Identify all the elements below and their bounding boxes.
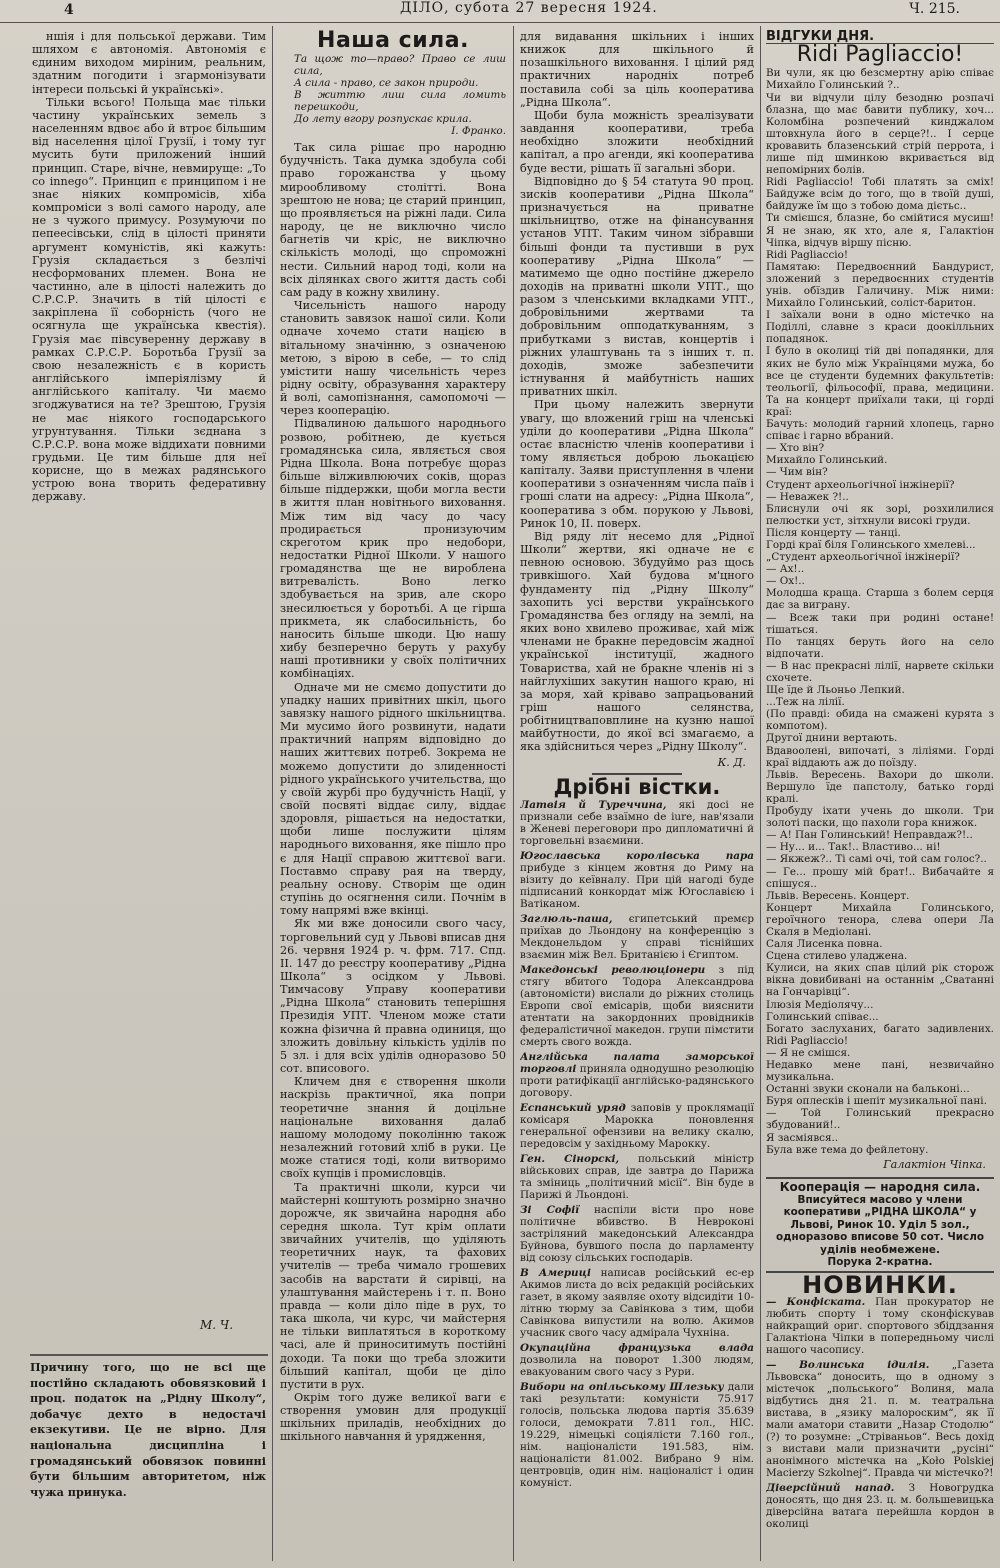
text-line: Ridi Pagliaccio! Тобі платять за сміх! Байдуже всім до того, що в твоїй душі, байдуже їм що з тобою дома дієтьс.. [766,176,994,213]
text-line: — Ну... и... Так!.. Властиво... ні! [766,841,941,854]
text-line: Я засміявся.. [766,1131,839,1144]
coop-text: Вписуйтеся масово у члени кооперативи „РІДНА ШКОЛА“ у Львові, Ринок 10. Уділ 5 зол., одноразово вписове 50 сот. Число уділів необмежене. [776,1193,984,1256]
news-item [520,913,754,961]
text-line: Вдавоолені, випочаті, з ліліями. Горді краї віддають аж до поїзду. [766,744,994,769]
news-item [520,1381,754,1489]
epigraph-author: І. Франко. [451,125,506,138]
text-line: Сцена стилево уладжена. [766,950,908,963]
paragraph: Одначе ми не смємо допустити до упадку наших привітних шкіл, цього завязку нашого рідного шкільництва. Ми мусимо його розвинути, надати практичний напрям відповідно до наших життєвих потреб. Зокрема не можемо допустити до злиденності рідного українського учительства, що у своїй журбі про будучність Нації, у своїй посвяті віддає силу, віддає здоровля, рішається на недостатки, щоби лише послужити цілям народнього виховання, яке пішло про є для Нації справою життєвої ваги. Поставмо справу рая на тверду, реальну основу. Створім ще один ступінь до осягнення сили. Почнім в тому напрямі вже вкінці. [280,680,506,918]
paragraph: Як ми вже доносили свого часу, торговельний суд у Львові вписав дня 26. червня 1924 р. ч. фрм. 717. Спд. II. 147 до реєстру кооперативу „Рідна Школа“ з осідком у Львові. Тимчасову Управу кооперативи „Рідна Школа“ становить теперішня Президія УПТ. Членом може стати кожна фізична й правна одиниця, що зложить довільну кількість уділів по 5 зл. і для всіх уділів одноразово 50 сот. вписового. [280,917,506,1076]
news-item [766,1296,994,1356]
news-lead: Окупаційна французька влада [520,1341,754,1354]
text-line: Михайло Голинський. [766,454,888,467]
text-line: Саля Лисенка повна. [766,938,883,951]
epigraph-line: В життю лиш сила ломить перешкоди, [294,89,506,114]
epigraph-line: Та щож то—право? Право се лиш сила, [294,53,506,78]
news-item [520,1342,754,1378]
news-lead: Еспанський уряд [520,1101,626,1114]
column-divider [760,26,761,1561]
paragraph: Відповідно до § 54 статута 90 проц. зисків кооперативи „Рідна Школа“ призначується на приватне шкільництво, отже на фінансування установ УПТ. Таким чином зібравши більші фонди та пустивши в рух кооперативу „Рідна Школа“ — матимемо ще одно постійне джерело доходів на приватні школи УПТ., що разом з членськими вкладками УПТ., добровільними жертвами та добровільним опподаткуванням, з прибутками з вистав, концертів і ріжних улаштувань та з інших т. п. доходів, зможе забезпечити істнування й майбутність наших приватних шкіл. [520,174,754,399]
text-line: — Хто він? [766,442,825,455]
column-2 [280,30,506,1560]
news-item [520,1102,754,1150]
coop-ad-box [766,1177,994,1273]
text-line: Бачуть: молодий гарний хлопець, гарно співає і гарно вбраний. [766,418,994,443]
masthead [0,0,1000,23]
issue-number: Ч. 215. [909,1,960,17]
text-line: Ви чули, як цю безсмертну арію співає Михайло Голинський ?.. [766,67,994,92]
notice-text: Причину того, що не всі ще постійно складають обовязковий і проц. податок на „Рідну Школу“, добачує дехто в недостачі екзекутиви. Це не вірно. Для національна дисципліна і громадянський обовязок повинні бути більшим авторитетом, ніж чужа принука. [30,1360,266,1499]
news-text: „Газета Львовска“ доносить, що в одному з містечок „польського“ Волиня, мала відбутись дня 21. п. м. театральна вистава, в „язику малороским“, як її мали аматори ставити „Назар Стодолю“ (?) то розумне: „Стріваньов“. Весь дохід з вистави мали призначити „русіні“ анонімного містечка на „Koło Polskiej Macierzy Szkolnej“. Правда чи містечко?! [766,1359,994,1480]
feuilleton-body [766,67,994,1155]
news-item [766,1482,994,1530]
news-text: З Новогрудка доносять, що дня 23. ц. м. большевицька діверсійна ватага перейшла кордон в околиці [766,1482,994,1531]
news-text: наспіли вісти про нове політичне вбивство. В Невроконі застріляний македонський Александра Буйнова, бувшого посла до парламенту від союзу сільських господарів. [520,1203,754,1264]
paragraph: Та практичні школи, курси чи майстерні коштують розмірно значно дорожче, як звичайна народня або середня школа. Тут крім оплати звичайних учителів, що уділяють теоретичних наук, та фахових учителів — треба чимало грошевих засобів на варстати й сирівці, на улаштування майстерень і т. п. Воно правда — коли діло піде в рух, то така школа, чи курс, чи майстерня не тільки виплатяться в короткому часі, але й приноситимуть постійні доходи. Та поки що треба зложити більший капітал, щоби це діло пустити в рух. [280,1180,506,1391]
text-line: Ілюзія Медіолячу... [766,998,874,1011]
feuilleton-title: Ridi Pagliaccio! [796,42,964,68]
news-text: дозволила на поворот 1.300 людям, евакуованим свого часу з Рури. [520,1353,754,1378]
text-line: Блиснули очі як зорі, розхилилися пелюстки уст, зітхнули високі груди. [766,502,994,527]
text-line: Кулиси, на яких спав цілий рік сторож вікна довибивані на останнім „Сватанні на Гончарівці“. [766,962,994,999]
text-line: Чи ви відчули цілу безодню розпачі блазна, що має бавити публику, хоч... Коломбіна розпечений кинджалом штовхнула його в серце?!.. І серце кровавить блазенський стрій перрота, і лише під шминкою вкривається від непомірних болів. [766,91,994,177]
text-line: Памятаю: Передвоєнний Бандурист, зложений з передвоєнних студентів унів. обїздив Галичину. Між ними: Михайло Голинський, соліст-баритон. [766,260,994,310]
paragraph: Щоби була можність зреалізувати завдання кооперативи, треба необхідно зложити необхідний капітал, а про агенди, які кооператива буде вести, рішать її загальні збори. [520,108,754,175]
section-header: ВІДГУКИ ДНЯ. [766,30,994,44]
text-line: Була вже тема до фейлетону. [766,1143,929,1156]
news-text: прибуде з кінцем жовтня до Риму на візиту до кеївналу. При цій нагоді буде підписаний конкордат між Югославією і Ватіканом. [520,861,754,910]
news-list [520,799,754,1489]
news-lead: Заглюль-паша, [520,912,613,925]
coop-title: Кооперація — народня сила. [779,1179,981,1194]
text-line: Недавко мене пані, незвичайно музикальна. [766,1059,994,1084]
news-text: єгипетський премєр приїхав до Льондону на конференцію з Мекдонельдом у справі тіснійших взаємин між Вел. Британією і Єгиптом. [520,912,754,961]
news-lead: Діверсійний напад. [766,1482,895,1495]
paragraph: ншія і для польської держави. Тим шляхом є автономія. Автономія є єдиним виходом миріним, реальним, здатним погодити і згармонізувати інтереси польські й українські». [32,30,266,96]
news-item [520,1267,754,1339]
text-line: Молодша краща. Старша з болем серця дає за вигрaну. [766,587,994,612]
news-text: заповів у проклямації комісаря Марокка поновлення генеральної офензиви на велику скалю, передовсім у західньому Марокку. [520,1101,754,1150]
news-lead: Вибори на опільському Шлезьку [520,1380,724,1393]
paragraph: При цьому належить звернути увагу, що вложений гріш на членські уділи до кооперативи „Рідна Школа“ остає власністю членів кооперативи і тому являється доброю льокацією капіталу. Заяви приступлення в члени кооперативи з означенням числа паїв і гроші слати на адресу: „Рідна Школа“, кооператива з обм. порукою у Львові, Ринок 10, II. поверх. [520,398,754,530]
news-text: дали такі результати: комуністи 75.917 голосів, польська людова партія 35.639 голоси, демократи 7.811 гол., НІС. 19.229, німецькі соціялісти 7.160 гол., нім. націоналісти 191.583, нім. націоналісти 81.002. Вибрано 9 нім. центровців, один нім. націоналіст і один комуніст. [520,1380,754,1489]
news-item [520,964,754,1048]
column-1 [32,30,266,530]
text-line: Буря оплесків і шепіт музикальної пані. [766,1095,987,1108]
text-line: „Студент археольогічної інжінерії? [766,551,960,564]
text-line: І було в околиці тій дві попадянки, для яких не було між Українцями мужа, бо все це студенти будемних факультетів: теольогії, фільософії, права, медицини. Та на концерт приїхали таки, ці горді краї: [766,345,994,418]
text-line: — Неважек ?!.. [766,490,849,503]
column-divider [272,26,273,1561]
text-line: Львів. Вересень. Вахори до школи. Вершуло їде папстолу, батько горді кралі. [766,768,994,805]
news-item [520,799,754,847]
text-line: Богато заслуханих, багато задивлених. Ridi Pagliaccio! [766,1022,994,1047]
column-divider [513,26,514,1561]
epigraph-line: А сила - право, се закон природи. [294,77,479,90]
section-divider [30,1354,268,1356]
text-line: — Всеж таки при родині остане! тішаться. [766,611,994,636]
paragraph: Кличем дня є створення школи наскрізь практичної, яка попри теоретичне знання й доцільне національне виховання далаб нашому молодому поколінню також незалежний готовий хліб в руки. Це може статися тоді, коли витворимо своїх купців і промисловців. [280,1075,506,1181]
paragraph: Від ряду літ несемо для „Рідної Школи“ жертви, які одначе не є певною основою. Збудуймо раз щось тривкішого. Хай будова м'цного фундаменту під „Рідну Школу“ захопить усі верстви українського Громадянства без огляду на землі, на яких воно хвилево проживає, хай між членами не бракне передовсім жадної української інституції, жадного Товариства, хай не бракне членів ні з найглухіших закутин нашого краю, ні за моря, хай кріваво запрацьований гріш нашого селянства, робітництваповплине на кузню нашої майбутности, до якої всі змагаємо, а яка здійсниться через „Рідну Школу“. [520,529,754,754]
news-lead: Англійська палата заморської торговлі [520,1050,754,1075]
text-line: Пробуду іхати учень до школи. Три золоті паски, що пахоли гора книжок. [766,805,994,830]
coop-tail: Порука 2-кратна. [827,1256,933,1269]
text-line: — Ох!.. [766,575,805,588]
text-line: Останні звуки сконали на бальконі... [766,1083,970,1096]
masthead-title: ДІЛО, субота 27 вересня 1924. [400,0,658,16]
text-line: Після концерту — танці. [766,526,901,539]
epigraph [294,53,506,137]
news-text: Пан прокуратор не любить спорту і тому сконфіскував найкращий ориг. спортового збіддзання Галактіона Чіпки в попередньому числі нашого часопису. [766,1296,994,1357]
news-headline: НОВИНКИ. [802,1271,958,1300]
paragraph: Чисельність нашого народу становить завязок нашої сили. Коли одначе хочемо стати нацією в вітальному значінню, з означеною метою, з вірою в себе, — то слід умістити нашу чисельність через рідну освіту, образування характеру й волі, самопізнання, самопомочі — через кооперацію. [280,299,506,418]
news-text: з під стягу вбитого Тодора Александрова (автономісти) вислали до ріжних столиць Европи свої емісарів, щоби вияснити атентати на закордонних провідників федералістичної македон. групи пімстити смерть свого вожда. [520,963,754,1048]
paragraph: Тільки всього! Польща має тільки частину українських земель з населенням вдвоє або й втроє більшим від населення цілої Грузії, і тому туг мусить бути приложений інший принцип. Старе, вічне, невмируще: „To co innego“. Принцип є принципом і не знає ніяких компромісів, хіба компроміси з волі самого народу, але не з чужого примусу. Розумуючи по пепеесівськи, слід в цілості приняти аргумент комуністів, які кажуть: Грузія складається з безлічі несформованих племен. Вона не частинно, але в цілості належить до С.Р.С.Р. Значить в тій цілості є закріплена її соборність (чого не осягнула ще українська квестія). Грузія має півсуверенну державу в рамках С.Р.С.Р. Боротьба Грузії за свою незалежність є в користь англійського імперіялізму й англійського капіталу. Чи маємо згоджуватися на те? Зрештою, Грузія не має ніякого господарського угрунтування. Тільки зєднана з С.Р.С.Р. вона може віддихати повними грудьми. Це тим більше для неї корисне, що в межах радянського устрою вона творить федеративну державу. [32,95,266,504]
news-lead: — Волинська ідилія. [766,1359,930,1372]
text-line: — Якжеж?.. Ті самі очі, той сам голос?.. [766,853,987,866]
article-signature: К. Д. [717,755,746,769]
news-item [520,850,754,910]
text-line: І заїхали вони в одно містечко на Поділлі, славне з краси доокілльних попадянок. [766,309,994,346]
paragraph: Так сила рішає про народню будучність. Така думка здобула собі право горожанства у цьому мирообливому столітті. Вона зрештою не нова; це старий принцип, що проявляється на ріжні лади. Сила народу, це не виключно число багнетів чи кріс, не виключно скількість молоді, що спроможні нести. Сильний народ тоді, коли на всіх ділянках свого життя дасть собі сам раду в кожну хвилину. [280,141,506,299]
text-line: — Ах!.. [766,563,805,576]
news-lead: Латвія й Туреччина, [520,798,667,811]
news-headline: Дрібні вістки. [553,774,721,799]
text-line: ...Теж на лілії. [766,696,845,709]
news-text: написав російський ес-ер Акимов листа до всіх редакцій російських газет, в якому заявляє охоту відсидіти 10-літню тюрму за Савінкова з тим, щоби Савінкова випустили на волю. Акимов учасник свого часу адмірала Чухніна. [520,1266,754,1339]
article-headline: Наша сила. [317,30,469,53]
news-lead: Зі Софії [520,1203,580,1216]
epigraph-line: До лету вгору розпускає крила. [294,113,472,126]
paragraph: Окрім того дуже великої ваги є створення умовин для продукції шкільних приладів, необхідних до шкільного навчання й урядження, [280,1391,506,1444]
text-line: Студент археольогічної інжінерії? [766,478,955,491]
text-line: — В нас прекрасні лілії, нарвете скільки схочете. [766,659,994,684]
text-line: Ridi Pagliaccio! [766,248,849,261]
text-line: (По правді: обида на смажені курята з компотом). [766,708,994,733]
news-item [766,1359,994,1479]
text-line: — А! Пан Голинський! Неправдаж?!.. [766,829,973,842]
paragraph: Підвалиною дальшого народнього розвою, робітнею, де кується громадянська сила, являється своя Рідна Школа. Вона потребує щораз більше вілживлюючих соків, щораз більше піддержки, щоби могла вести в життя план новітнього виховання. Між тим від часу до часу продирається пронизуючим скреготом крик про недобори, недостатки Рідної Школи. У нашого громадянства ще не вироблена витревалість. Воно легко здобувається на зрив, але скоро знесилюється у боротьбі. А це гірша прикмета, як слабосильність, бо наносить більше шкоди. Цю нашу хибу безперечно беруть у рахубу наші противники у своїх політичних комбінаціях. [280,417,506,681]
text-line: По танцях беруть його на село відпочати. [766,635,994,660]
text-line: — Ге... прошу мій брат!.. Вибачайте я спішуся.. [766,865,994,890]
news-list [766,1296,994,1530]
text-line: Голинський співає... [766,1010,879,1023]
text-line: Ще їде й Льоньо Лепкий. [766,684,905,697]
news-item [520,1153,754,1201]
news-text: польський міністр військових справ, іде завтра до Парижа та зміниць „політичний місії“. Він буде в Парижі й Льондоні. [520,1152,754,1201]
news-lead: В Америці [520,1266,591,1279]
paragraph: для видавання шкільних і інших книжок для шкільного й позашкільного виховання. І цілий ряд практичних народніх потреб поставила собі за ціль кооператива „Рідна Школа“. [520,30,754,109]
news-lead: Ген. Сінорскі, [520,1152,620,1165]
news-lead: Македонські революціонери [520,963,706,976]
text-line: Концерт Михайла Голинського, героїчного тенора, слева опери Ла Скаля в Медіолані. [766,901,994,938]
news-item [520,1051,754,1099]
feuilleton-signature: Галактіон Чіпка. [883,1157,986,1171]
column-3 [520,30,754,1560]
news-lead: — Конфіската. [766,1296,866,1309]
column-4 [766,30,994,1560]
text-line: Горді краї біля Голинського хмелеві... [766,538,976,551]
text-line: — Той Голинський прекрасно збудований!.. [766,1107,994,1132]
text-line: — Чим він? [766,466,828,479]
news-item [520,1204,754,1264]
rodna-shkola-notice [30,1360,266,1500]
news-lead: Югославська королівська пара [520,849,754,862]
text-line: Другої днини вертають. [766,732,898,745]
news-text: приняла однодушно резолюцію проти ратифікації англійсько-радянського договору. [520,1062,754,1099]
text-line: — Я не смішся. [766,1046,851,1059]
news-text: які досі не признали себе взаїмно de iure, нав'язали в Женеві переговори про дипломатичні й торговельні взаємини. [520,798,754,847]
text-line: Ти смієшся, блазне, бо смійтися мусиш! Я не знаю, як хто, але я, Галактіон Чіпка, відчув віршу пісню. [766,212,994,249]
page-number: 4 [64,2,74,18]
col1-signature: М. Ч. [200,1318,234,1332]
text-line: Львів. Вересень. Концерт. [766,889,910,902]
